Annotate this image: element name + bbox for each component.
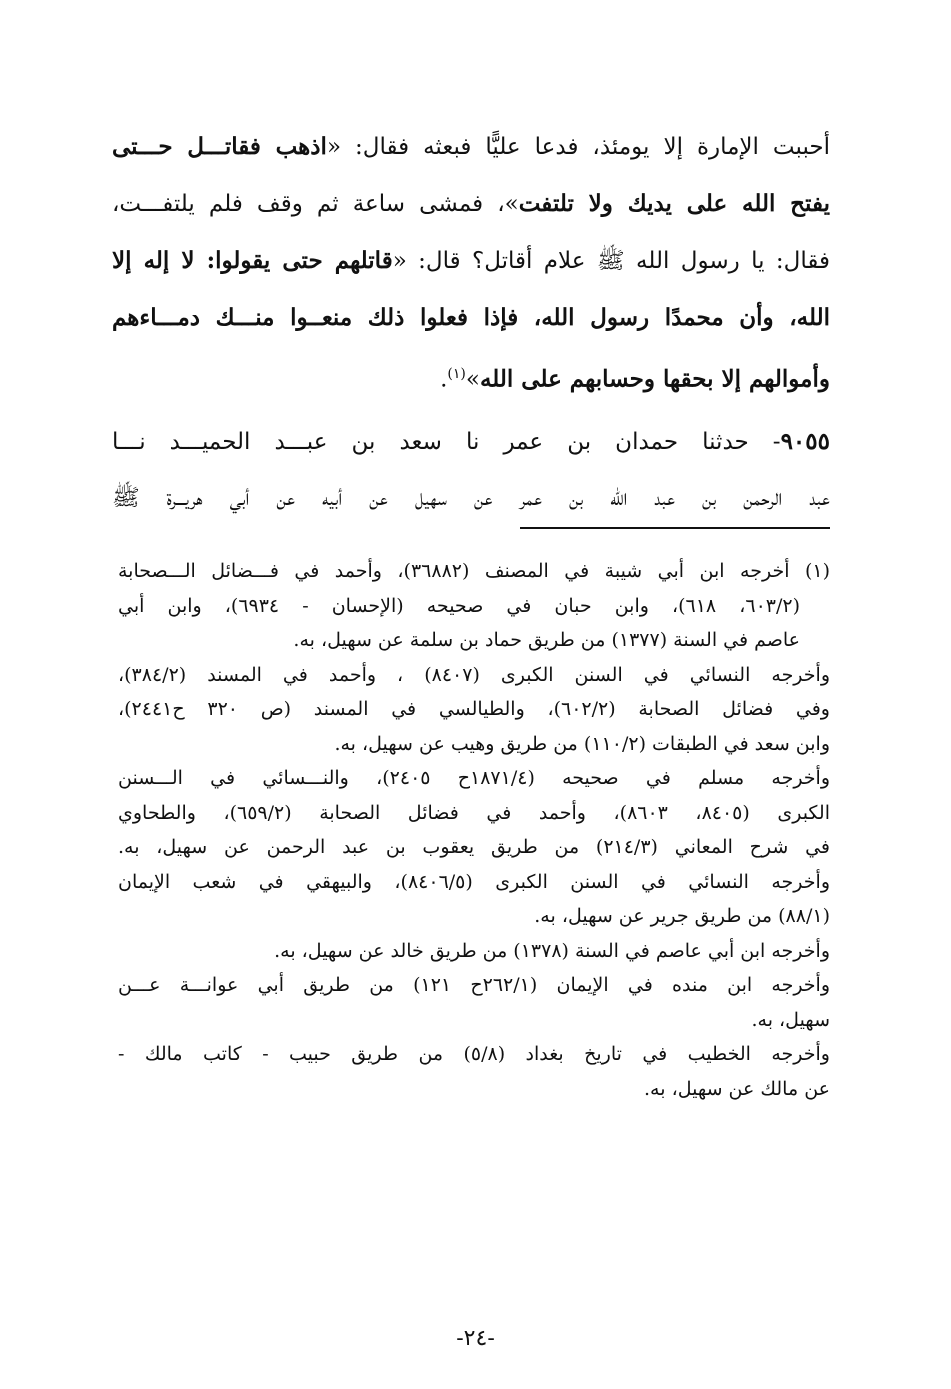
footnote-line: وأخرجه ابن أبي عاصم في السنة (١٣٧٨) من طريق خالد عن سهيل، به. (274, 939, 830, 962)
footnote-line: وأخرجه النسائي في السنن الكبرى (٨٤٠٦/٥)، والبيهقي في شعب الإيمان (118, 870, 830, 893)
footnote-line: وأخرجه الخطيب في تاريخ بغداد (٥/٨) من طريق حبيب - كاتب مالك - (118, 1043, 830, 1065)
bold-text-run: الله، وأن محمدًا رسول الله، فإذا فعلوا ذلك منعــوا منـــك دمـــاءهم (112, 304, 830, 331)
hadith-line (112, 413, 830, 470)
footnote-line: (١) أخرجه ابن أبي شيبة في المصنف (٣٦٨٨٢)، وأحمد في فـــضائل الـــصحابة (118, 560, 830, 582)
footnote-marker: (١) (447, 366, 466, 382)
hadith-number: ٩٠٥٥ (780, 428, 830, 455)
text-run: » (465, 366, 480, 393)
main-line (112, 118, 830, 175)
footnote-line: وفي فضائل الصحابة (٦٠٢/٢)، والطيالسي في المسند (ص ٣٢٠ ح٢٤٤١)، (118, 698, 830, 720)
footnote-divider (520, 527, 830, 529)
footnote-line: (٨٨/١) من طريق جرير عن سهيل، به. (534, 905, 830, 927)
main-line (112, 289, 830, 346)
footnote-line: الكبرى (٨٤٠٥، ٨٦٠٣)، وأحمد في فضائل الصحابة (٦٥٩/٢)، والطحاوي (118, 801, 830, 824)
footnote-line: وأخرجه مسلم في صحيحه (١٨٧١/٤ح ٢٤٠٥)، والنـــسائي في الـــسنن (118, 767, 830, 789)
footnote-line: وأخرجه ابن منده في الإيمان (٢٦٢/١ح ١٢١) من طريق أبي عوانـــة عـــن (118, 974, 830, 996)
footnote-line: وأخرجه النسائي في السنن الكبرى (٨٤٠٧) ، وأحمد في المسند (٣٨٤/٢)، (118, 663, 830, 686)
footnote-line: سهيل، به. (751, 1008, 830, 1031)
main-line (112, 232, 830, 289)
text-run: أحببت الإمارة إلا يومئذ، فدعا عليًّا فبعثه فقال: « (326, 134, 830, 160)
footnote-line: (٦٠٣/٢، ٦١٨)، وابن حبان في صحيحه (الإحسان - ٦٩٣٤)، وابن أبي (118, 594, 801, 617)
page-number: -٢٤- (456, 1326, 495, 1351)
hadith-chain-end: عبد الرحمن بن عبد الله بن عمر عن سهيل عن أبيه عن أبي هريـــرة ﷺ (112, 485, 830, 511)
footnote-line: في شرح المعاني (٢١٤/٣) من طريق يعقوب بن عبد الرحمن عن سهيل، به. (118, 836, 830, 858)
footnote-line: وابن سعد في الطبقات (١١٠/٢) من طريق وهيب عن سهيل، به. (334, 732, 830, 755)
final-period: . (440, 366, 448, 393)
footnote-line: عاصم في السنة (١٣٧٧) من طريق حماد بن سلمة عن سهيل، به. (293, 629, 800, 651)
main-line (112, 175, 830, 232)
bold-text-run: وأموالهم إلا بحقها وحسابهم على الله (479, 365, 830, 393)
bold-text-run: قاتلهم حتى يقولوا: لا إله إلا (112, 247, 393, 274)
bold-text-run: يفتح الله على يديك ولا تلتفت (518, 190, 830, 217)
hadith-chain-start: - حدثنا حمدان بن عمر نا سعد بن عبـــد الحميـــد نـــا (112, 429, 781, 455)
main-line (112, 346, 830, 403)
main-text (112, 118, 830, 527)
bold-text-run: اذهب فقاتـــل حـــتى (112, 133, 327, 160)
hadith-line (112, 470, 830, 527)
text-run: »، فمشى ساعة ثم وقف فلم يلتفـــت، (112, 191, 519, 217)
footnote-line: عن مالك عن سهيل، به. (644, 1077, 830, 1100)
footnotes (118, 554, 830, 1106)
text-run: فقال: يا رسول الله ﷺ علام أقاتل؟ قال: « (392, 248, 830, 274)
